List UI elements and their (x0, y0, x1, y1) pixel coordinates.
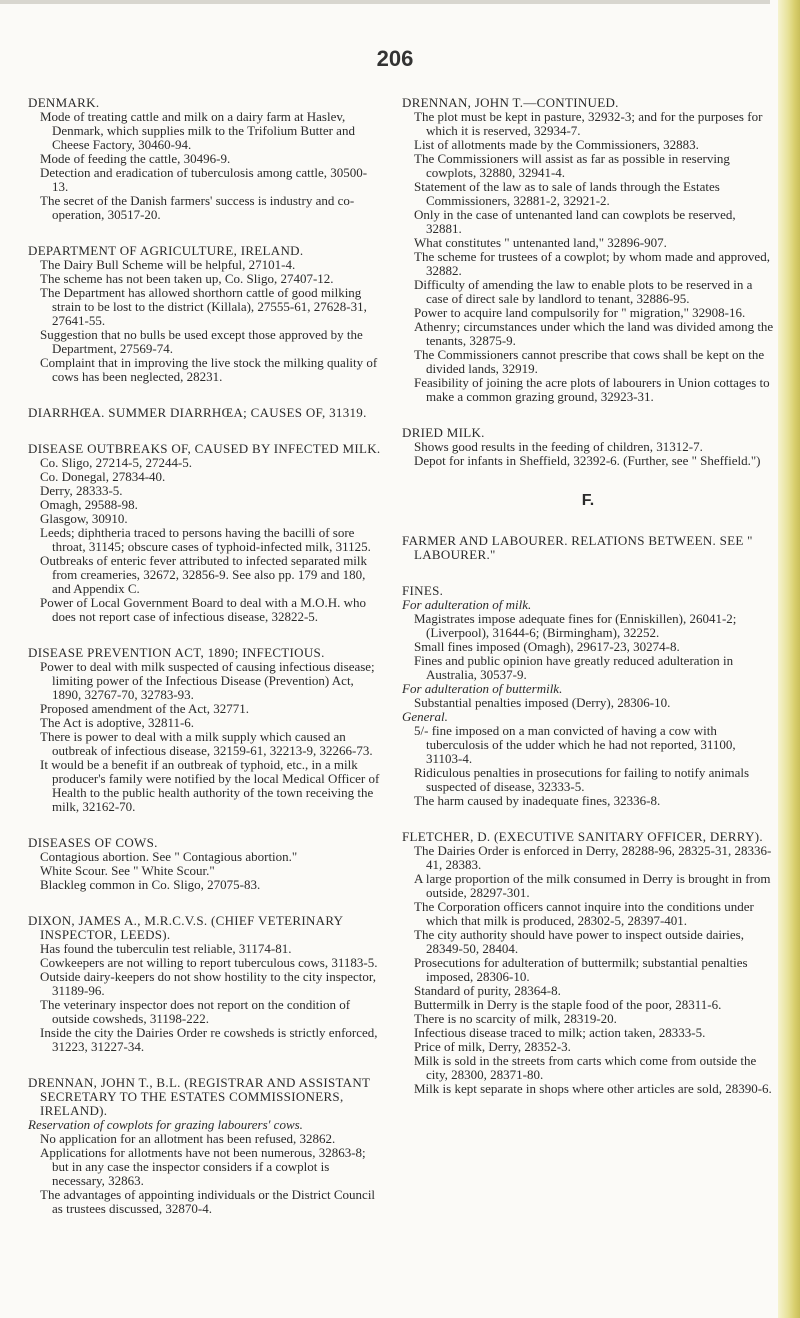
index-line: White Scour. See " White Scour." (40, 863, 215, 878)
entry-heading: DIARRHŒA. SUMMER DIARRHŒA; CAUSES OF, 31319. (28, 405, 367, 420)
index-line: Milk is kept separate in shops where other articles are sold, 28390-6. (414, 1081, 772, 1096)
index-line: Athenry; circumstances under which the land was divided among the tenants, 32875-9. (414, 319, 774, 348)
entry-heading: DRENNAN, JOHN T.—CONTINUED. (402, 95, 619, 110)
index-line: Depot for infants in Sheffield, 32392-6. (Further, see " Sheffield.") (414, 453, 761, 468)
entry-subheading: For adulteration of milk. (402, 597, 532, 612)
index-line: Derry, 28333-5. (40, 483, 123, 498)
index-line: The Commissioners will assist as far as possible in reserving cowplots, 32880, 32941-4. (414, 151, 730, 180)
index-line: Small fines imposed (Omagh), 29617-23, 30274-8. (414, 639, 680, 654)
index-line: Glasgow, 30910. (40, 511, 128, 526)
index-line: The secret of the Danish farmers' success is industry and co-operation, 30517-20. (40, 193, 355, 222)
entry-heading: DENMARK. (28, 95, 100, 110)
entry-heading: DIXON, JAMES A., M.R.C.V.S. (CHIEF VETERINARY INSPECTOR, LEEDS). (28, 913, 343, 942)
entry-heading: FLETCHER, D. (EXECUTIVE SANITARY OFFICER, DERRY). (402, 829, 763, 844)
index-line: The advantages of appointing individuals or the District Council as trustees discussed, 32870-4. (40, 1187, 376, 1216)
index-line: The Corporation officers cannot inquire into the conditions under which that milk is produced, 28302-5, 28397-401. (414, 899, 754, 928)
index-line: Mode of feeding the cattle, 30496-9. (40, 151, 231, 166)
index-line: Proposed amendment of the Act, 32771. (40, 701, 250, 716)
index-line: There is no scarcity of milk, 28319-20. (414, 1011, 617, 1026)
index-line: Prosecutions for adulteration of buttermilk; substantial penalties imposed, 28306-10. (414, 955, 748, 984)
index-line: Feasibility of joining the acre plots of labourers in Union cottages to make a common grazing ground, 32923-31. (414, 375, 770, 404)
index-line: The Commissioners cannot prescribe that cows shall be kept on the divided lands, 32919. (414, 347, 765, 376)
entry-heading: DISEASE PREVENTION ACT, 1890; INFECTIOUS. (28, 645, 325, 660)
book-spine-edge (778, 0, 800, 1318)
entry-heading: DRIED MILK. (402, 425, 485, 440)
index-line: Cowkeepers are not willing to report tuberculous cows, 31183-5. (40, 955, 378, 970)
index-entry-drennan (28, 1076, 383, 1216)
index-line: Shows good results in the feeding of children, 31312-7. (414, 439, 703, 454)
left-column (28, 96, 383, 1238)
index-line: Fines and public opinion have greatly reduced adulteration in Australia, 30537-9. (414, 653, 734, 682)
index-entry-fines (402, 584, 774, 808)
index-entry-fletcher (402, 830, 774, 1096)
index-line: The Department has allowed shorthorn cattle of good milking strain to be lost to the district (Killala), 27555-61, 27628-31, 27641-55. (40, 285, 367, 328)
index-line: There is power to deal with a milk supply which caused an outbreak of infectious disease, 32159-61, 32213-9, 32266-73. (40, 729, 373, 758)
index-entry-dixon (28, 914, 383, 1054)
index-line: The Act is adoptive, 32811-6. (40, 715, 195, 730)
index-line: Power to acquire land compulsorily for " migration," 32908-16. (414, 305, 746, 320)
index-line: No application for an allotment has been refused, 32862. (40, 1131, 336, 1146)
index-line: The harm caused by inadequate fines, 32336-8. (414, 793, 661, 808)
index-entry-farmer (402, 534, 774, 562)
index-line: Outside dairy-keepers do not show hostility to the city inspector, 31189-96. (40, 969, 376, 998)
index-line: A large proportion of the milk consumed in Derry is brought in from outside, 28297-301. (414, 871, 771, 900)
index-line: Buttermilk in Derry is the staple food of the poor, 28311-6. (414, 997, 722, 1012)
entry-subheading: For adulteration of buttermilk. (402, 681, 563, 696)
entry-heading: FARMER AND LABOURER. RELATIONS BETWEEN. SEE " LABOURER." (402, 533, 753, 562)
index-entry-disease-prevention (28, 646, 383, 814)
index-line: The plot must be kept in pasture, 32932-3; and for the purposes for which it is reserved, 32934-7. (414, 109, 763, 138)
index-line: Standard of purity, 28364-8. (414, 983, 561, 998)
index-line: Power to deal with milk suspected of causing infectious disease; limiting power of the Infectious Disease (Prevention) Act, 1890, 32767-70, 32783-93. (40, 659, 375, 702)
index-entry-dried-milk (402, 426, 774, 468)
index-line: Ridiculous penalties in prosecutions for failing to notify animals suspected of disease, 32333-5. (414, 765, 750, 794)
index-line: Omagh, 29588-98. (40, 497, 138, 512)
index-entry-disease (28, 442, 383, 624)
index-line: The veterinary inspector does not report on the condition of outside cowsheds, 31198-222. (40, 997, 351, 1026)
entry-subheading: Reservation of cowplots for grazing labourers' cows. (28, 1117, 303, 1132)
index-line: Mode of treating cattle and milk on a dairy farm at Haslev, Denmark, which supplies milk to the Trifolium Butter and Cheese Factory, 30460-94. (40, 109, 355, 152)
section-letter: F. (581, 492, 595, 509)
index-entry-dept-agriculture (28, 244, 383, 384)
index-line: Suggestion that no bulls be used except those approved by the Department, 27569-74. (40, 327, 363, 356)
index-line: It would be a benefit if an outbreak of typhoid, etc., in a milk producer's family were notified by the local Medical Officer of Health to the public health authority of the town receiving the milk, 32162-70. (40, 757, 380, 814)
page-top-edge (0, 0, 770, 4)
index-entry-diarrhoea (28, 406, 383, 420)
index-line: Power of Local Government Board to deal with a M.O.H. who does not report case of infectious disease, 32822-5. (40, 595, 367, 624)
right-column (402, 96, 774, 1118)
index-line: Outbreaks of enteric fever attributed to infected separated milk from creameries, 32672, 32856-9. See also pp. 179 and 180, and Appendix C. (40, 553, 368, 596)
index-line: Price of milk, Derry, 28352-3. (414, 1039, 571, 1054)
index-line: The scheme has not been taken up, Co. Sligo, 27407-12. (40, 271, 334, 286)
entry-heading: DRENNAN, JOHN T., B.L. (REGISTRAR AND ASSISTANT SECRETARY TO THE ESTATES COMMISSIONERS, IRELAND). (28, 1075, 371, 1118)
index-line: What constitutes " untenanted land," 32896-907. (414, 235, 667, 250)
index-line: Detection and eradication of tuberculosis among cattle, 30500-13. (40, 165, 368, 194)
index-line: 5/- fine imposed on a man convicted of having a cow with tuberculosis of the udder which he had not reported, 31100, 31103-4. (414, 723, 736, 766)
page-number: 206 (376, 46, 414, 71)
index-line: The Dairy Bull Scheme will be helpful, 27101-4. (40, 257, 296, 272)
index-line: Has found the tuberculin test reliable, 31174-81. (40, 941, 292, 956)
entry-heading: FINES. (402, 583, 444, 598)
entry-heading: DISEASE OUTBREAKS OF, CAUSED BY INFECTED MILK. (28, 441, 381, 456)
index-line: Infectious disease traced to milk; action taken, 28333-5. (414, 1025, 706, 1040)
entry-subheading: General. (402, 709, 448, 724)
index-line: Complaint that in improving the live stock the milking quality of cows has been neglected, 28231. (40, 355, 378, 384)
index-line: Leeds; diphtheria traced to persons having the bacilli of sore throat, 31145; obscure cases of typhoid-infected milk, 31125. (40, 525, 371, 554)
index-line: The scheme for trustees of a cowplot; by whom made and approved, 32882. (414, 249, 770, 278)
index-line: Substantial penalties imposed (Derry), 28306-10. (414, 695, 671, 710)
index-line: Difficulty of amending the law to enable plots to be reserved in a case of direct sale by landlord to tenant, 32886-95. (414, 277, 753, 306)
entry-heading: DEPARTMENT OF AGRICULTURE, IRELAND. (28, 243, 304, 258)
entry-heading: DISEASES OF COWS. (28, 835, 158, 850)
index-line: Co. Sligo, 27214-5, 27244-5. (40, 455, 193, 470)
index-line: Contagious abortion. See " Contagious abortion." (40, 849, 298, 864)
index-line: Co. Donegal, 27834-40. (40, 469, 166, 484)
index-entry-denmark (28, 96, 383, 222)
index-line: Applications for allotments have not been numerous, 32863-8; but in any case the inspector considers if a cowplot is necessary, 32863. (40, 1145, 366, 1188)
index-line: The city authority should have power to inspect outside dairies, 28349-50, 28404. (414, 927, 744, 956)
index-entry-diseases-cows (28, 836, 383, 892)
index-line: Blackleg common in Co. Sligo, 27075-83. (40, 877, 261, 892)
index-line: List of allotments made by the Commissioners, 32883. (414, 137, 699, 152)
index-line: Inside the city the Dairies Order re cowsheds is strictly enforced, 31223, 31227-34. (40, 1025, 378, 1054)
index-line: Only in the case of untenanted land can cowplots be reserved, 32881. (414, 207, 736, 236)
index-line: Statement of the law as to sale of lands through the Estates Commissioners, 32881-2, 32921-2. (414, 179, 720, 208)
index-line: Magistrates impose adequate fines for (Enniskillen), 26041-2; (Liverpool), 31644-6; (Birmingham), 32252. (414, 611, 737, 640)
index-line: Milk is sold in the streets from carts which come from outside the city, 28300, 28371-80. (414, 1053, 757, 1082)
index-entry-drennan-cont (402, 96, 774, 404)
index-line: The Dairies Order is enforced in Derry, 28288-96, 28325-31, 28336-41, 28383. (414, 843, 772, 872)
